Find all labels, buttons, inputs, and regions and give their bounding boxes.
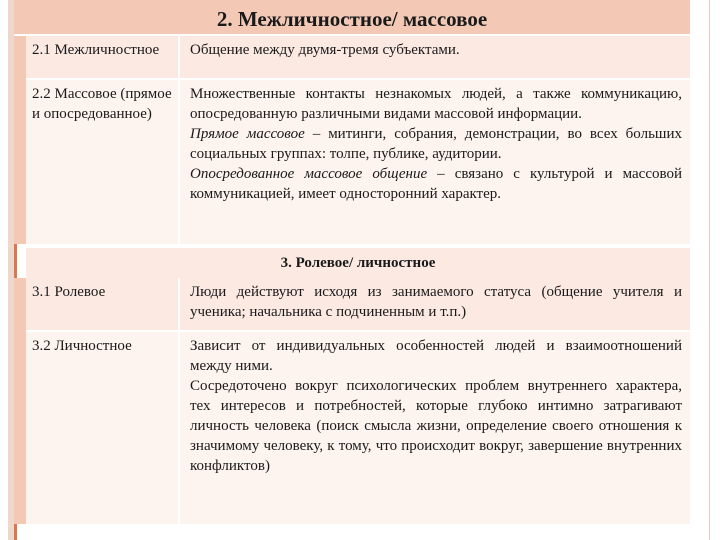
table-row-2-2 <box>26 80 690 244</box>
mediated-mass-text: – связано с культурой и массовой коммуникацией, имеет односторонний характер. <box>190 166 682 202</box>
direct-mass-text: – митинги, собрания, демонстрации, во всех больших социальных группах: толпе, публике, аудитории. <box>190 126 682 162</box>
term-mediated-mass: Опосредованное массовое общение <box>190 166 428 182</box>
row-desc <box>178 332 690 524</box>
desc-paragraph: Сосредоточено вокруг психологических проблем внутреннего характера, тех интересов и потребностей, которые глубоко интимно затрагивают личность человека (поиск смысла жизни, определение своего отношения к значимому человеку, к тому, что происходит вокруг, завершение внутренних конфликтов) <box>190 378 682 474</box>
section3-title: 3. Ролевое/ личностное <box>26 246 690 280</box>
term-direct-mass: Прямое массовое <box>190 126 305 142</box>
row-term: 3.1 Ролевое <box>32 284 106 300</box>
table-row-2-1 <box>26 36 690 78</box>
row-desc: Общение между двумя-тремя субъектами. <box>178 36 690 78</box>
row-desc: Люди действуют исходя из занимаемого статуса (общение учителя и ученика; начальника с подчиненным и т.п.) <box>178 278 690 330</box>
desc-paragraph: Множественные контакты незнакомых людей, а также коммуникацию, опосредованную различными видами массовой информации. <box>190 86 682 122</box>
row-term: 2.2 Массовое (прямое и опосредованное) <box>32 86 172 122</box>
row-strip <box>14 36 26 244</box>
row-term: 3.2 Личностное <box>32 338 132 354</box>
table-row-3-2 <box>26 332 690 524</box>
table-row-3-1 <box>26 278 690 330</box>
row-desc <box>178 80 690 244</box>
row-strip <box>14 278 26 524</box>
desc-paragraph-mediated <box>190 164 682 204</box>
desc-paragraph: Зависит от индивидуальных особенностей людей и взаимоотношений между ними. <box>190 338 682 374</box>
section2-title: 2. Межличностное/ массовое <box>14 0 690 36</box>
desc-paragraph-direct <box>190 124 682 164</box>
row-term: 2.1 Межличностное <box>32 42 160 58</box>
